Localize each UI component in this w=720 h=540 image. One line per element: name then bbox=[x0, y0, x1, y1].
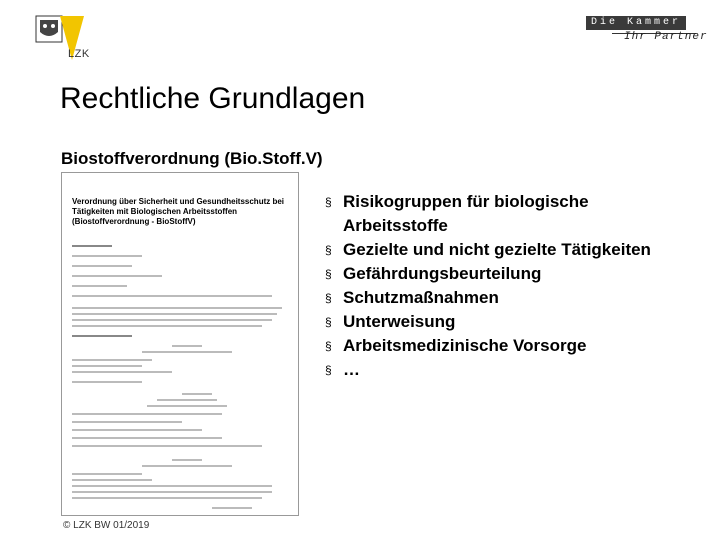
section-mark-icon: § bbox=[325, 315, 332, 329]
bullet-item bbox=[325, 358, 655, 382]
bullet-text: Schutzmaßnahmen bbox=[343, 288, 499, 307]
document-text-line bbox=[72, 295, 272, 297]
document-text-line bbox=[72, 335, 132, 337]
slide-title: Rechtliche Grundlagen bbox=[60, 82, 366, 115]
document-text-line bbox=[72, 485, 272, 487]
bullet-item bbox=[325, 286, 655, 310]
bullet-text: Risikogruppen für biologische Arbeitsstoffe bbox=[343, 192, 589, 235]
kammer-logo: Die Kammer bbox=[586, 16, 686, 30]
document-text-line bbox=[72, 445, 262, 447]
bullet-item bbox=[325, 334, 655, 358]
bullet-text: Gefährdungsbeurteilung bbox=[343, 264, 542, 283]
bullet-item bbox=[325, 310, 655, 334]
bullet-item bbox=[325, 238, 655, 262]
document-text-line bbox=[157, 399, 217, 401]
slide-subtitle: Biostoffverordnung (Bio.Stoff.V) bbox=[61, 149, 323, 168]
document-text-line bbox=[72, 429, 202, 431]
document-text-line bbox=[72, 371, 172, 373]
section-mark-icon: § bbox=[325, 195, 332, 209]
bullet-text: Unterweisung bbox=[343, 312, 456, 331]
document-text-line bbox=[72, 319, 272, 321]
section-mark-icon: § bbox=[325, 363, 332, 377]
document-heading: Verordnung über Sicherheit und Gesundheitsschutz bei Tätigkeiten mit Biologischen Arbeitsstoffen (Biostoffverordnung - BioStoffV) bbox=[72, 197, 285, 226]
section-mark-icon: § bbox=[325, 243, 332, 257]
document-text-line bbox=[72, 413, 222, 415]
document-text-line bbox=[72, 479, 152, 481]
document-text-line bbox=[72, 307, 282, 309]
document-text-line bbox=[172, 345, 202, 347]
document-text-line bbox=[72, 313, 277, 315]
section-mark-icon: § bbox=[325, 291, 332, 305]
document-text-line bbox=[172, 459, 202, 461]
document-text-line bbox=[72, 359, 152, 361]
document-text-line bbox=[212, 507, 252, 509]
bullet-item bbox=[325, 262, 655, 286]
document-text-line bbox=[147, 405, 227, 407]
document-text-line bbox=[142, 351, 232, 353]
section-mark-icon: § bbox=[325, 267, 332, 281]
bullet-item bbox=[325, 190, 655, 238]
logo-label: LZK bbox=[68, 48, 90, 60]
document-text-line bbox=[72, 381, 142, 383]
section-mark-icon: § bbox=[325, 339, 332, 353]
document-text-line bbox=[72, 245, 112, 247]
document-text-line bbox=[72, 473, 142, 475]
bullet-list bbox=[325, 190, 655, 382]
document-text-line bbox=[72, 497, 262, 499]
document-text-line bbox=[72, 285, 127, 287]
document-text-line bbox=[72, 491, 272, 493]
document-text-line bbox=[72, 421, 182, 423]
document-text-line bbox=[72, 255, 142, 257]
bullet-text: Arbeitsmedizinische Vorsorge bbox=[343, 336, 587, 355]
document-text-line bbox=[142, 465, 232, 467]
partner-logo-text: Ihr Partner bbox=[624, 31, 708, 43]
document-text-line bbox=[72, 265, 132, 267]
document-text-line bbox=[72, 325, 262, 327]
document-text-line bbox=[72, 437, 222, 439]
document-text-line bbox=[72, 365, 142, 367]
copyright-footer: © LZK BW 01/2019 bbox=[63, 520, 150, 531]
bullet-text: … bbox=[343, 360, 360, 379]
document-text-line bbox=[182, 393, 212, 395]
document-text-line bbox=[72, 275, 162, 277]
bullet-text: Gezielte und nicht gezielte Tätigkeiten bbox=[343, 240, 651, 259]
document-scan-image bbox=[61, 172, 299, 516]
